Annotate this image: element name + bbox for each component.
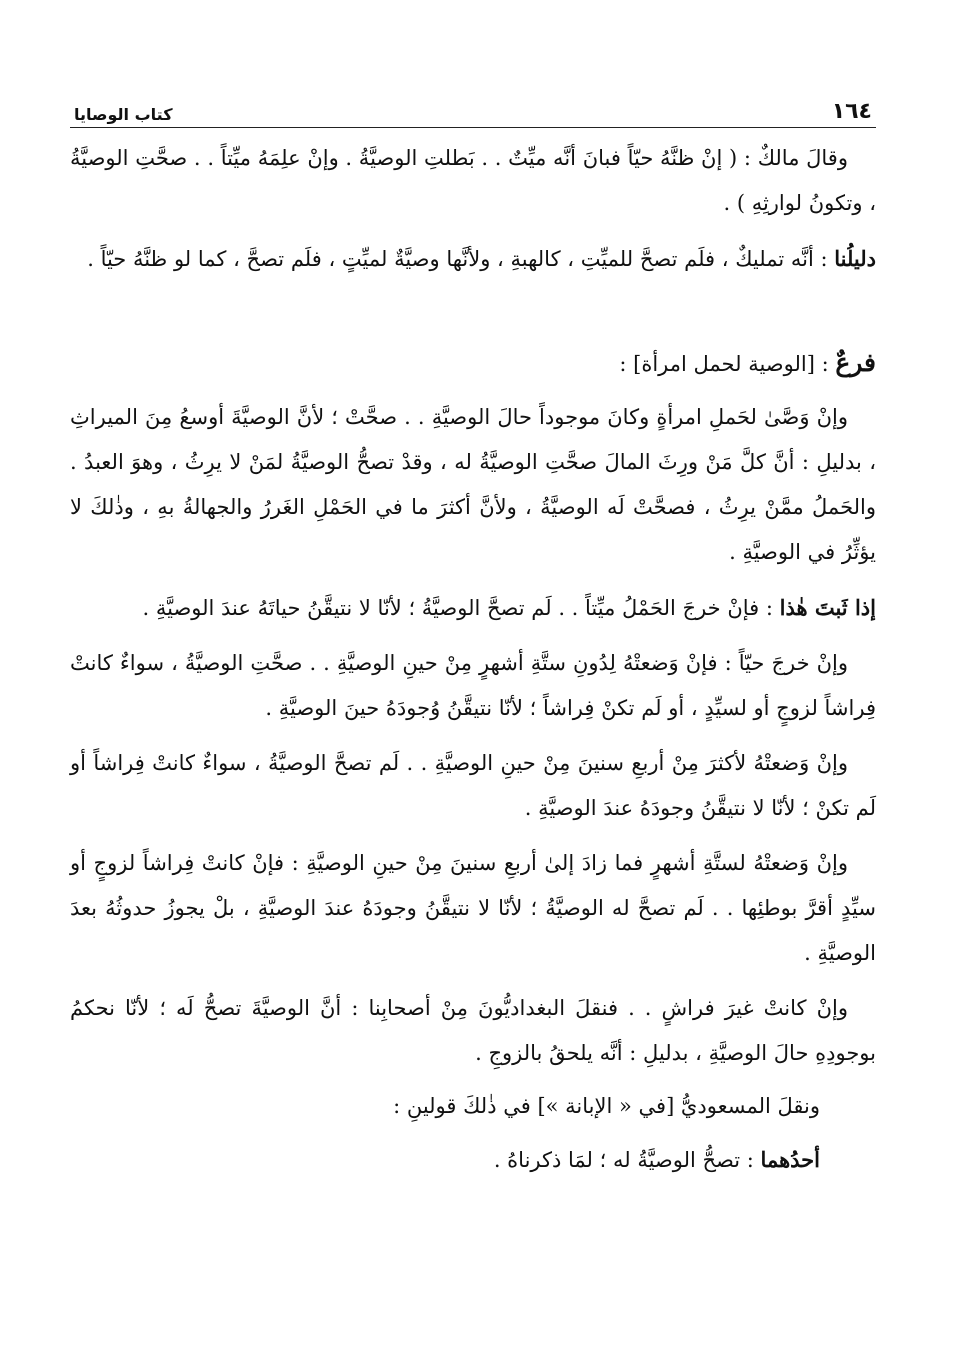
established-lead: إذا ثَبتَ هٰذا [779,595,876,620]
book-title: كتاب الوصايا [74,105,173,124]
paragraph-masudi-report: ونقلَ المسعوديُّ [في « الإبانة »] في ذٰلكَ قولينِ : [393,1094,820,1118]
paragraph-born-alive: وإنْ خرجَ حيّاً : فإنْ وَضعتْهُ لِدُونِ ستَّةِ أشهرٍ مِنْ حينِ الوصيَّةِ . . صحَّتِ الوصيَّةُ ، سواءٌ كانتْ فِراشاً لزوجٍ أو لسيِّدٍ ، أو لَم تكنْ فِراشاً ؛ لأنّا نتيقَّنُ وُجودَهُ حينَ الوصيَّةِ . [70,651,876,720]
paragraph-malik-opinion: وقالَ مالكٌ : ( إنْ ظنَّهُ حيّاً فبانَ أنَّه ميِّتٌ . . بَطلتِ الوصيَّةُ . وإنْ علِمَهُ ميِّتاً . . صحَّتِ الوصيَّةُ ، وتكونُ لوارثِهِ ) . [70,146,876,215]
heading-keyword: فرعٌ [835,348,876,377]
paragraph-bequest-to-fetus: وإنْ وَصَّىٰ لحَملِ امرأةٍ وكانَ موجوداً حالَ الوصيَّةِ . . صحَّتْ ؛ لأنَّ الوصيَّةَ أوسعُ مِنَ الميراثِ ، بدليلِ : أنَّ كلَّ مَنْ ورِثَ المالَ صحَّتِ الوصيَّةُ له ، وقدْ تصحُّ الوصيَّةُ لمَنْ لا يرِثُ ، وهوَ العبدُ . والحَملُ ممَّنْ يرِثُ ، فصحَّتْ لَه الوصيَّةُ ، ولأنَّ أكثرَ ما في الحَمْلِ الغَررُ والجهالةُ بهِ ، وذٰلكَ لا يؤثِّرُ في الوصيَّةِ . [70,405,876,564]
established-text: : فإنْ خرجَ الحَمْلُ ميِّتاً . . لَم تصحَّ الوصيَّةُ ؛ لأنّا لا نتيقَّنُ حياتَهُ عندَ الوصيَّةِ . [142,596,780,620]
paragraph-six-months-to-four-years: وإنْ وَضعتْهُ لستَّةِ أشهرٍ فما زادَ إلىٰ أربعِ سنينَ مِنْ حينِ الوصيَّةِ : فإنْ كانتْ فِراشاً لزوجٍ أو سيِّدٍ أقرَّ بوطئِها . . لَم تصحَّ له الوصيَّةُ ؛ لأنّا لا نتيقَّنُ وجودَهُ عندَ الوصيَّةِ ، بلْ يجوزُ حدوثُهُ بعدَ الوصيَّةِ . [70,851,876,965]
paragraph-evidence [70,236,876,282]
heading-title: : [الوصية لحمل امرأة] : [619,352,836,376]
paragraph-over-four-years: وإنْ وَضعتْهُ لأكثرَ مِنْ أربعِ سنينَ مِنْ حينِ الوصيَّةِ . . لَم تصحَّ الوصيَّةُ ، سواءٌ كانتْ فِراشاً أو لَم تكنْ ؛ لأنّا لا نتيقَّنُ وجودَهُ عندَ الوصيَّةِ . [70,751,876,820]
evidence-text: : أنَّه تمليكٌ ، فلَم تصحَّ للميِّتِ ، كالهبةِ ، ولأنَّها وصيَّةٌ لميِّتٍ ، فلَم تصحَّ ، كما لو ظنَّهُ حيّاً . [87,247,835,271]
first-opinion-text: : تصحُّ الوصيَّةُ له ؛ لمَا ذكرناهُ . [493,1148,761,1172]
evidence-lead: دليلُنا [834,246,876,271]
paragraph-not-bedmate: وإنْ كانتْ غيرَ فراشٍ . . فنقلَ البغداديُّونَ مِنْ أصحابِنا : أنَّ الوصيَّةَ تصحُّ لَه ؛ لأنّا نحكمُ بوجودِهِ حالَ الوصيَّةِ ، بدليلِ : أنَّه يلحقُ بالزوجِ . [70,996,876,1065]
paragraph-if-established [70,585,876,631]
running-header [70,92,876,128]
paragraph-first-opinion [70,1137,876,1183]
section-heading [70,340,876,387]
page [70,92,876,1327]
page-number: ١٦٤ [831,99,872,124]
first-opinion-lead: أحدُهما [760,1147,820,1172]
